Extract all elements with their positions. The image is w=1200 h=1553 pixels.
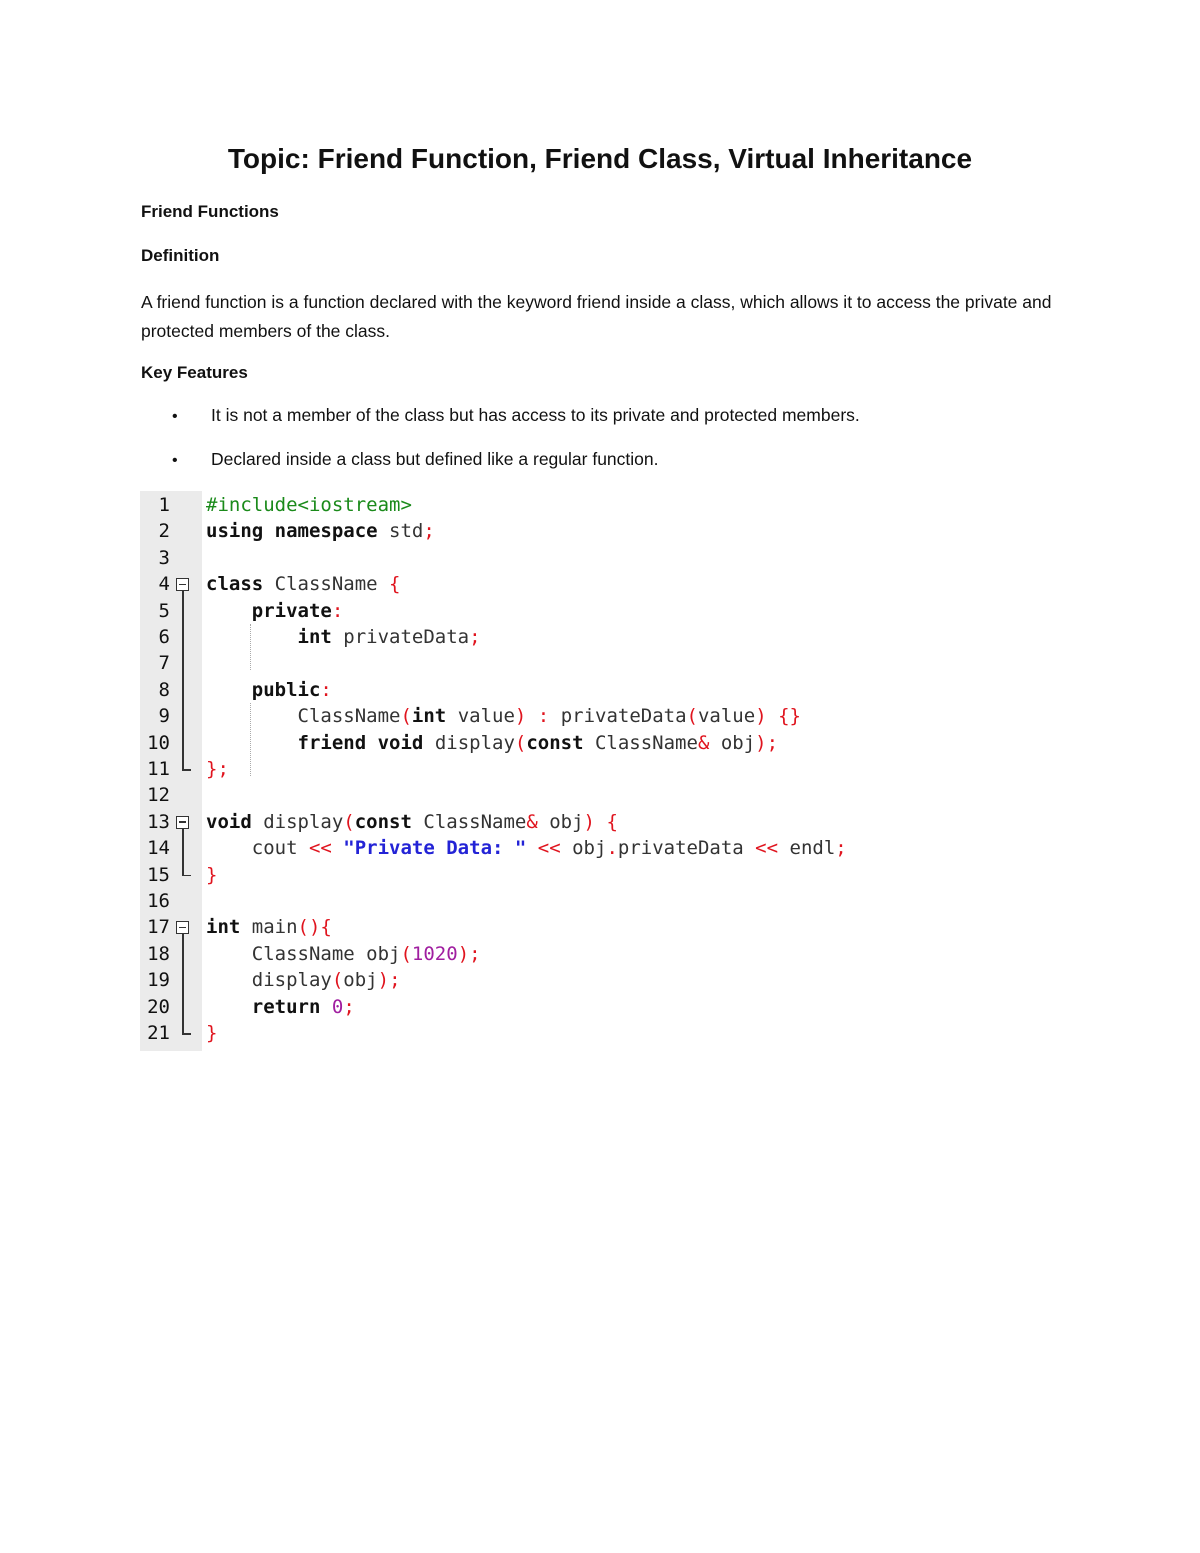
line-number: 21 (147, 1022, 170, 1044)
definition-paragraph: A friend function is a function declared with the keyword friend inside a class, which allows it to access the private and protected members of the class. (141, 292, 1052, 341)
code-line: } (206, 863, 218, 886)
bullet-item (172, 405, 860, 426)
fold-collapse-icon[interactable] (176, 578, 189, 591)
code-line: class ClassName { (206, 573, 401, 596)
line-number: 12 (147, 784, 170, 807)
code-line: int main(){ (206, 916, 332, 939)
fold-guide-line (182, 829, 184, 875)
line-number: 20 (147, 995, 170, 1018)
page-title: Topic: Friend Function, Friend Class, Virtual Inheritance (227, 143, 973, 174)
section-heading: Friend Functions (141, 202, 279, 221)
code-line: using namespace std; (206, 520, 435, 543)
line-number: 8 (158, 678, 170, 701)
line-number: 4 (158, 573, 170, 596)
bullet-icon: • (172, 452, 178, 469)
line-number: 17 (147, 916, 170, 939)
line-number: 14 (147, 837, 170, 860)
code-line: cout << "Private Data: " << obj.privateData << endl; (206, 837, 847, 860)
fold-collapse-icon[interactable] (176, 816, 189, 829)
line-number: 15 (147, 863, 170, 886)
line-number: 11 (147, 758, 170, 780)
code-line: ClassName obj(1020); (206, 942, 481, 965)
code-line: void display(const ClassName& obj) { (206, 810, 618, 833)
code-line: friend void display(const ClassName& obj); (297, 731, 779, 754)
code-line: return 0; (251, 995, 355, 1018)
bullet-icon: • (172, 408, 178, 425)
line-number: 10 (147, 731, 170, 754)
fold-collapse-icon[interactable] (176, 921, 189, 934)
line-number: 2 (158, 520, 170, 543)
code-line: public: (251, 678, 332, 701)
line-number: 3 (158, 546, 170, 569)
code-line: private: (251, 599, 344, 622)
line-number: 19 (147, 969, 170, 992)
key-features-heading: Key Features (141, 363, 248, 382)
line-number: 7 (158, 652, 170, 675)
line-number: 6 (158, 626, 170, 648)
code-line: } (206, 1022, 218, 1044)
fold-guide-line (182, 934, 184, 1033)
bullet-item (172, 449, 658, 470)
code-line: #include<iostream> (206, 494, 412, 516)
fold-end-marker (182, 875, 191, 877)
line-number: 9 (158, 705, 170, 728)
line-number: 1 (158, 494, 170, 516)
code-line: ClassName(int value) : privateData(value) {} (206, 705, 801, 728)
code-screenshot (140, 491, 872, 1051)
code-line: }; (206, 758, 229, 780)
indent-guide (250, 703, 251, 776)
line-number: 18 (147, 942, 170, 965)
code-line: display(obj); (206, 969, 401, 992)
bullet-text: It is not a member of the class but has access to its private and protected members. (211, 405, 860, 425)
line-number: 13 (147, 810, 170, 833)
fold-end-marker (182, 1033, 191, 1035)
fold-guide-line (182, 591, 184, 769)
indent-guide (250, 624, 251, 670)
line-number: 16 (147, 890, 170, 912)
definition-heading: Definition (141, 246, 220, 265)
code-line: int privateData; (297, 626, 481, 648)
bullet-text: Declared inside a class but defined like a regular function. (211, 449, 659, 469)
fold-end-marker (182, 769, 191, 771)
line-number: 5 (158, 599, 170, 622)
